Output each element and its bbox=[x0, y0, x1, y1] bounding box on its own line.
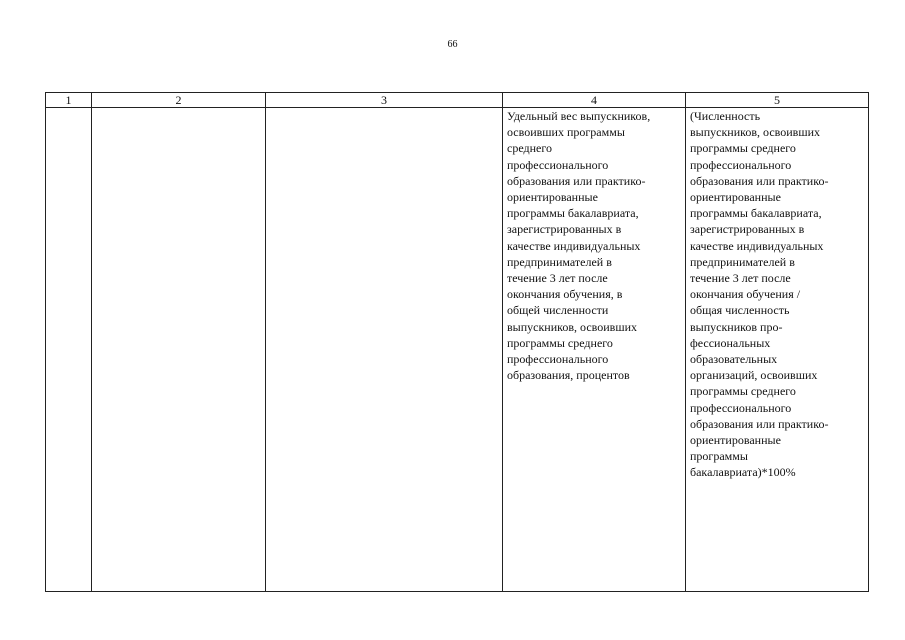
indicator-name-line: программы среднего bbox=[507, 335, 613, 350]
cell-col2 bbox=[92, 108, 266, 592]
indicator-name-text bbox=[503, 108, 685, 383]
indicator-name-line: течение 3 лет после bbox=[507, 271, 608, 286]
formula-line: образования или практико- bbox=[690, 416, 829, 431]
cell-indicator-name bbox=[503, 108, 686, 592]
indicator-name-line: зарегистрированных в bbox=[507, 222, 622, 237]
cell-formula bbox=[686, 108, 869, 592]
column-header-3: 3 bbox=[266, 93, 503, 108]
indicator-name-line: профессионального bbox=[507, 352, 609, 367]
formula-line: общая численность bbox=[690, 303, 790, 318]
formula-line: программы среднего bbox=[690, 384, 796, 399]
formula-line: зарегистрированных в bbox=[690, 222, 805, 237]
indicator-name-line: программы бакалавриата, bbox=[507, 206, 639, 221]
formula-text bbox=[686, 108, 868, 481]
indicator-name-line: ориентированные bbox=[507, 190, 598, 205]
formula-line: фессиональных bbox=[690, 335, 771, 350]
column-header-5: 5 bbox=[686, 93, 869, 108]
formula-line: качестве индивидуальных bbox=[690, 238, 824, 253]
cell-col3 bbox=[266, 108, 503, 592]
formula-line: течение 3 лет после bbox=[690, 271, 791, 286]
indicator-name-line: Удельный вес выпускников, bbox=[507, 109, 651, 123]
formula-line: программы bbox=[690, 449, 748, 464]
indicator-name-line: общей численности bbox=[507, 303, 609, 318]
formula-line: образовательных bbox=[690, 352, 778, 367]
indicator-name-line: среднего bbox=[507, 141, 552, 156]
formula-line: программы бакалавриата, bbox=[690, 206, 822, 221]
column-header-2: 2 bbox=[92, 93, 266, 108]
column-header-4: 4 bbox=[503, 93, 686, 108]
formula-line: бакалавриата)*100% bbox=[690, 465, 796, 480]
indicator-name-line: выпускников, освоивших bbox=[507, 319, 637, 334]
page-number: 66 bbox=[447, 39, 458, 50]
table-row bbox=[46, 108, 869, 592]
indicator-name-line: окончания обучения, в bbox=[507, 287, 623, 302]
formula-line: (Численность bbox=[690, 109, 761, 123]
formula-line: выпускников, освоивших bbox=[690, 125, 820, 140]
formula-line: образования или практико- bbox=[690, 173, 829, 188]
indicator-name-line: предпринимателей в bbox=[507, 254, 612, 269]
indicator-name-line: образования, процентов bbox=[507, 368, 630, 383]
formula-line: профессионального bbox=[690, 157, 792, 172]
indicator-name-line: качестве индивидуальных bbox=[507, 238, 641, 253]
formula-line: ориентированные bbox=[690, 190, 781, 205]
cell-col1 bbox=[46, 108, 92, 592]
indicator-name-line: освоивших программы bbox=[507, 125, 625, 140]
formula-line: окончания обучения / bbox=[690, 287, 801, 302]
formula-line: выпускников про- bbox=[690, 319, 783, 334]
formula-line: ориентированные bbox=[690, 433, 781, 448]
formula-line: организаций, освоивших bbox=[690, 368, 818, 383]
indicator-name-line: профессионального bbox=[507, 157, 609, 172]
column-header-1: 1 bbox=[46, 93, 92, 108]
formula-line: профессионального bbox=[690, 400, 792, 415]
indicator-table bbox=[45, 92, 869, 592]
formula-line: предпринимателей в bbox=[690, 254, 795, 269]
table-header-row bbox=[46, 93, 869, 108]
formula-line: программы среднего bbox=[690, 141, 796, 156]
indicator-name-line: образования или практико- bbox=[507, 173, 646, 188]
